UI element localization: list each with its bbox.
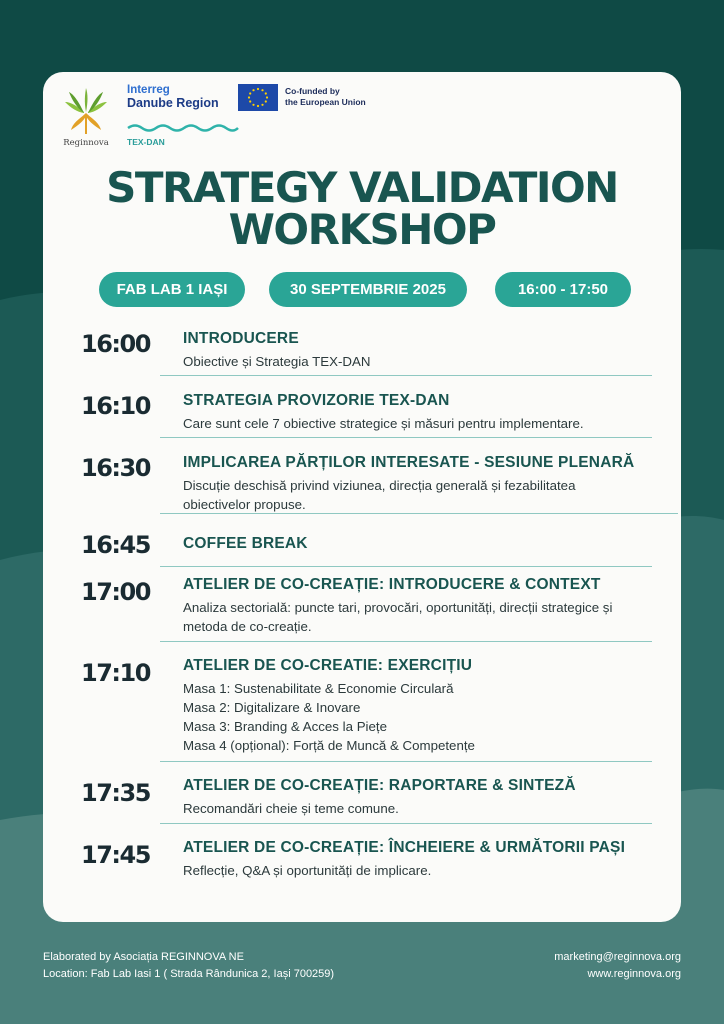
eu-line-2: the European Union: [285, 97, 366, 107]
agenda-description-line: Reflecție, Q&A și oportunități de implicare.: [183, 863, 432, 878]
agenda-description: [183, 679, 663, 755]
agenda-description-line: Masa 4 (opțional): Forță de Muncă & Competențe: [183, 738, 475, 753]
divider: [160, 823, 652, 824]
agenda-description: [183, 352, 663, 371]
date-pill: 30 SEPTEMBRIE 2025: [269, 272, 467, 307]
agenda-description-line: Masa 1: Sustenabilitate & Economie Circulară: [183, 681, 454, 696]
reginnova-plant-icon: [63, 82, 109, 136]
eu-line-1: Co-funded by: [285, 86, 340, 96]
agenda-title: ATELIER DE CO-CREATIE: EXERCIȚIU: [183, 657, 473, 674]
footer-left: [43, 949, 334, 983]
agenda-title: ATELIER DE CO-CREAȚIE: INTRODUCERE & CONTEXT: [183, 576, 601, 593]
divider: [160, 513, 678, 514]
divider: [160, 566, 652, 567]
agenda-description-line: Masa 3: Branding & Acces la Piețe: [183, 719, 387, 734]
title-line-1: STRATEGY VALIDATION: [106, 163, 618, 212]
agenda-title: STRATEGIA PROVIZORIE TEX-DAN: [183, 392, 450, 409]
eu-cofunded-label: [285, 86, 366, 108]
eu-flag-icon: [238, 84, 278, 111]
agenda-time: 17:45: [81, 841, 150, 869]
reginnova-logo: [61, 82, 111, 148]
agenda-description-line: obiectivelor propuse.: [183, 497, 306, 512]
divider: [160, 375, 652, 376]
agenda-description: [183, 861, 663, 880]
agenda-time: 17:35: [81, 779, 150, 807]
title-line-2: WORKSHOP: [228, 205, 496, 254]
texdan-label: TEX-DAN: [127, 137, 165, 147]
footer-elaborated-by: Elaborated by Asociația REGINNOVA NE: [43, 951, 244, 963]
footer-website-link[interactable]: www.reginnova.org: [587, 968, 681, 980]
time-range-pill: 16:00 - 17:50: [495, 272, 631, 307]
interreg-label: Interreg: [127, 84, 170, 96]
reginnova-logo-label: Reginnova: [63, 138, 109, 148]
agenda-title: ATELIER DE CO-CREAȚIE: RAPORTARE & SINTEZĂ: [183, 777, 576, 794]
footer-location: Location: Fab Lab Iasi 1 ( Strada Rândunica 2, Iași 700259): [43, 968, 335, 980]
agenda-title: IMPLICAREA PĂRȚILOR INTERESATE - SESIUNE PLENARĂ: [183, 454, 635, 471]
page-title: [43, 163, 681, 254]
agenda-title: COFFEE BREAK: [183, 535, 308, 552]
agenda-card: [43, 72, 681, 922]
agenda-title: INTRODUCERE: [183, 330, 299, 347]
agenda-time: 16:10: [81, 392, 150, 420]
agenda-description-line: Care sunt cele 7 obiective strategice și măsuri pentru implementare.: [183, 416, 584, 431]
agenda-description: [183, 414, 663, 433]
agenda-time: 16:30: [81, 454, 150, 482]
agenda-description-line: Masa 2: Digitalizare & Inovare: [183, 700, 361, 715]
divider: [160, 761, 652, 762]
agenda-time: 17:00: [81, 578, 150, 606]
agenda-title: ATELIER DE CO-CREAȚIE: ÎNCHEIERE & URMĂTORII PAȘI: [183, 839, 626, 856]
footer-email-link[interactable]: marketing@reginnova.org: [554, 951, 681, 963]
agenda-time: 16:00: [81, 330, 150, 358]
footer-right: [554, 949, 681, 983]
divider: [160, 437, 652, 438]
danube-region-label: Danube Region: [127, 96, 219, 110]
location-pill: FAB LAB 1 IAȘI: [99, 272, 245, 307]
agenda-description-line: Recomandări cheie și teme comune.: [183, 801, 399, 816]
divider: [160, 641, 652, 642]
agenda-description: [183, 799, 663, 818]
interreg-logo: [127, 84, 219, 110]
agenda-description: [183, 476, 663, 514]
agenda-time: 16:45: [81, 531, 150, 559]
agenda-description-line: Analiza sectorială: puncte tari, provocări, oportunități, direcții strategice și: [183, 600, 613, 615]
agenda-description-line: Obiective și Strategia TEX-DAN: [183, 354, 371, 369]
agenda-description: [183, 598, 663, 636]
agenda-description-line: Discuție deschisă privind viziunea, direcția generală și fezabilitatea: [183, 478, 576, 493]
texdan-wave-icon: [127, 122, 239, 134]
agenda-time: 17:10: [81, 659, 150, 687]
agenda-description-line: metoda de co-creație.: [183, 619, 312, 634]
